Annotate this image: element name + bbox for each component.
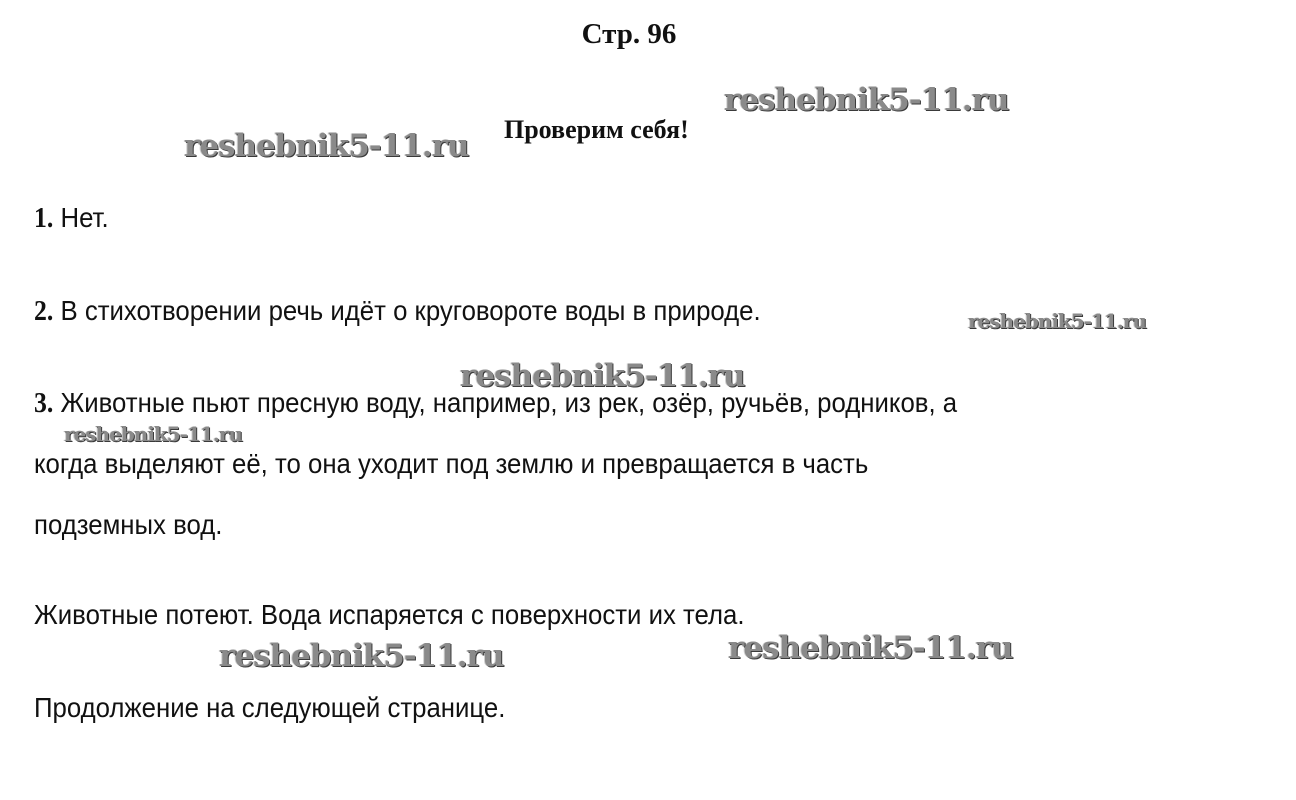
answer-3-line-2: когда выделяют её, то она уходит под землю и превращается в часть	[34, 448, 869, 479]
page-heading: Стр. 96	[581, 18, 677, 50]
section-title: Проверим себя!	[504, 115, 689, 144]
answer-text: Животные пьют пресную воду, например, из рек, озёр, ручьёв, родников, а	[60, 387, 958, 418]
watermark: reshebnik5-11.ru	[968, 309, 1146, 333]
watermark: reshebnik5-11.ru	[724, 82, 1009, 118]
answer-number: 2.	[34, 296, 54, 327]
answer-number: 3.	[34, 388, 54, 419]
answer-number: 1.	[34, 203, 54, 234]
watermark: reshebnik5-11.ru	[64, 422, 242, 446]
watermark: reshebnik5-11.ru	[184, 128, 469, 164]
continuation-note: Продолжение на следующей странице.	[34, 692, 506, 723]
watermark: reshebnik5-11.ru	[728, 630, 1013, 666]
answer-3-line-3: подземных вод.	[34, 509, 223, 540]
answer-text: Нет.	[60, 202, 109, 233]
answer-3-line-4: Животные потеют. Вода испаряется с поверхности их тела.	[34, 599, 745, 630]
watermark: reshebnik5-11.ru	[219, 638, 504, 674]
answer-text: В стихотворении речь идёт о круговороте воды в природе.	[60, 295, 761, 326]
answer-2	[34, 292, 761, 331]
answer-1	[34, 199, 109, 238]
watermark: reshebnik5-11.ru	[460, 358, 745, 394]
